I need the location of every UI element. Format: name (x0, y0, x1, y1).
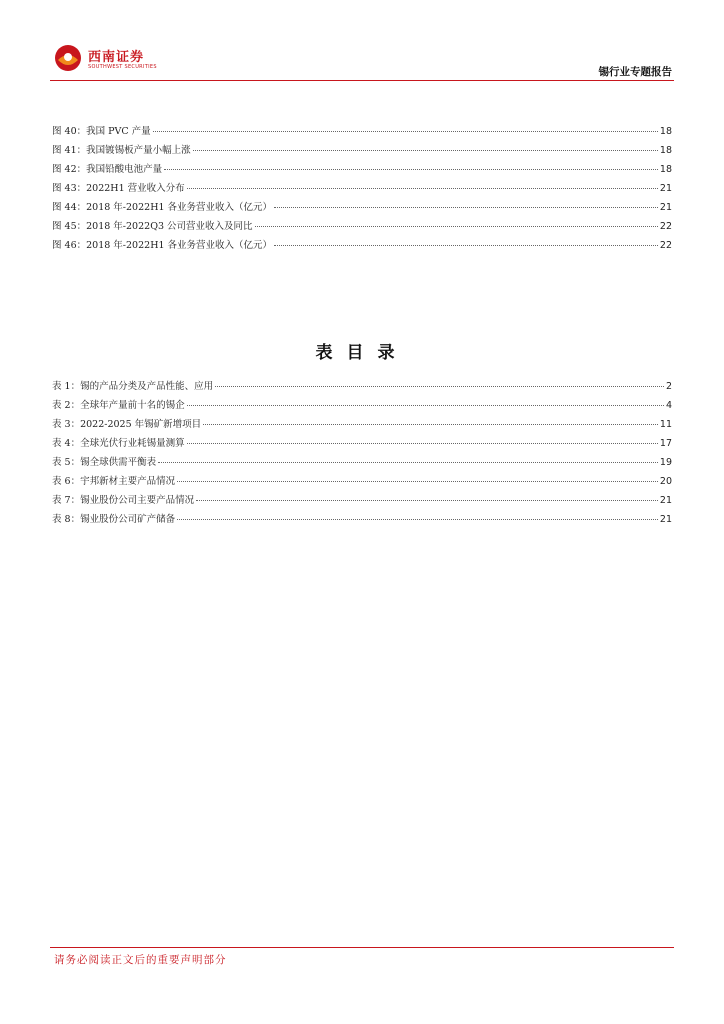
toc-entry[interactable] (52, 378, 672, 397)
toc-entry-label: 表 4：全球光伏行业耗锡量测算 (52, 438, 185, 449)
dot-leader (158, 462, 658, 463)
toc-entry-label: 图 42：我国铅酸电池产量 (52, 164, 163, 175)
figure-list (52, 123, 672, 256)
toc-entry-page: 11 (659, 419, 672, 430)
brand-name-en: SOUTHWEST SECURITIES (88, 64, 157, 70)
dot-leader (177, 519, 658, 520)
page-header (0, 0, 724, 82)
dot-leader (187, 443, 658, 444)
footer-disclaimer: 请务必阅读正文后的重要声明部分 (54, 954, 227, 966)
toc-entry-page: 21 (659, 514, 672, 525)
toc-entry-page: 21 (659, 495, 672, 506)
toc-entry-label: 图 40：我国 PVC 产量 (52, 126, 151, 137)
dot-leader (274, 245, 658, 246)
table-section-title: 表目录 (315, 343, 409, 363)
toc-entry[interactable] (52, 161, 672, 180)
toc-entry[interactable] (52, 511, 672, 530)
toc-entry-page: 20 (659, 476, 672, 487)
toc-entry-page: 2 (665, 381, 672, 392)
dot-leader (255, 226, 658, 227)
toc-entry-label: 表 2：全球年产量前十名的锡企 (52, 400, 185, 411)
brand-name: 西南证券 (88, 50, 145, 65)
toc-entry-label: 表 8：锡业股份公司矿产储备 (52, 514, 176, 525)
toc-entry[interactable] (52, 454, 672, 473)
toc-entry-page: 22 (659, 240, 672, 251)
toc-entry[interactable] (52, 180, 672, 199)
report-title: 锡行业专题报告 (598, 66, 672, 78)
company-logo-icon (54, 44, 82, 72)
dot-leader (203, 424, 658, 425)
toc-entry[interactable] (52, 237, 672, 256)
toc-entry[interactable] (52, 416, 672, 435)
dot-leader (164, 169, 658, 170)
toc-entry-label: 表 7：锡业股份公司主要产品情况 (52, 495, 195, 506)
toc-entry-label: 图 41：我国镀锡板产量小幅上涨 (52, 145, 191, 156)
toc-entry-label: 表 3：2022-2025 年锡矿新增项目 (52, 419, 202, 430)
dot-leader (187, 188, 658, 189)
dot-leader (177, 481, 658, 482)
dot-leader (215, 386, 664, 387)
footer-divider (50, 947, 674, 948)
dot-leader (187, 405, 664, 406)
toc-entry-page: 21 (659, 202, 672, 213)
toc-entry-label: 表 5：锡全球供需平衡表 (52, 457, 157, 468)
toc-entry-label: 图 45：2018 年-2022Q3 公司营业收入及同比 (52, 221, 253, 232)
toc-entry-page: 19 (659, 457, 672, 468)
dot-leader (196, 500, 658, 501)
toc-entry-page: 22 (659, 221, 672, 232)
toc-entry-page: 21 (659, 183, 672, 194)
toc-entry-label: 表 6：宇邦新材主要产品情况 (52, 476, 176, 487)
toc-entry[interactable] (52, 435, 672, 454)
toc-entry[interactable] (52, 123, 672, 142)
toc-entry[interactable] (52, 492, 672, 511)
toc-entry-page: 18 (659, 126, 672, 137)
toc-entry-label: 表 1：锡的产品分类及产品性能、应用 (52, 381, 214, 392)
toc-entry[interactable] (52, 397, 672, 416)
dot-leader (274, 207, 658, 208)
dot-leader (193, 150, 658, 151)
toc-entry-page: 18 (659, 145, 672, 156)
toc-entry[interactable] (52, 473, 672, 492)
toc-entry-label: 图 43：2022H1 营业收入分布 (52, 183, 185, 194)
toc-entry[interactable] (52, 199, 672, 218)
toc-entry-page: 4 (665, 400, 672, 411)
toc-entry[interactable] (52, 142, 672, 161)
toc-entry-label: 图 46：2018 年-2022H1 各业务营业收入（亿元） (52, 240, 273, 251)
toc-entry[interactable] (52, 218, 672, 237)
toc-entry-page: 17 (659, 438, 672, 449)
dot-leader (153, 131, 658, 132)
table-list (52, 378, 672, 530)
toc-entry-label: 图 44：2018 年-2022H1 各业务营业收入（亿元） (52, 202, 273, 213)
toc-entry-page: 18 (659, 164, 672, 175)
header-divider (50, 80, 674, 81)
